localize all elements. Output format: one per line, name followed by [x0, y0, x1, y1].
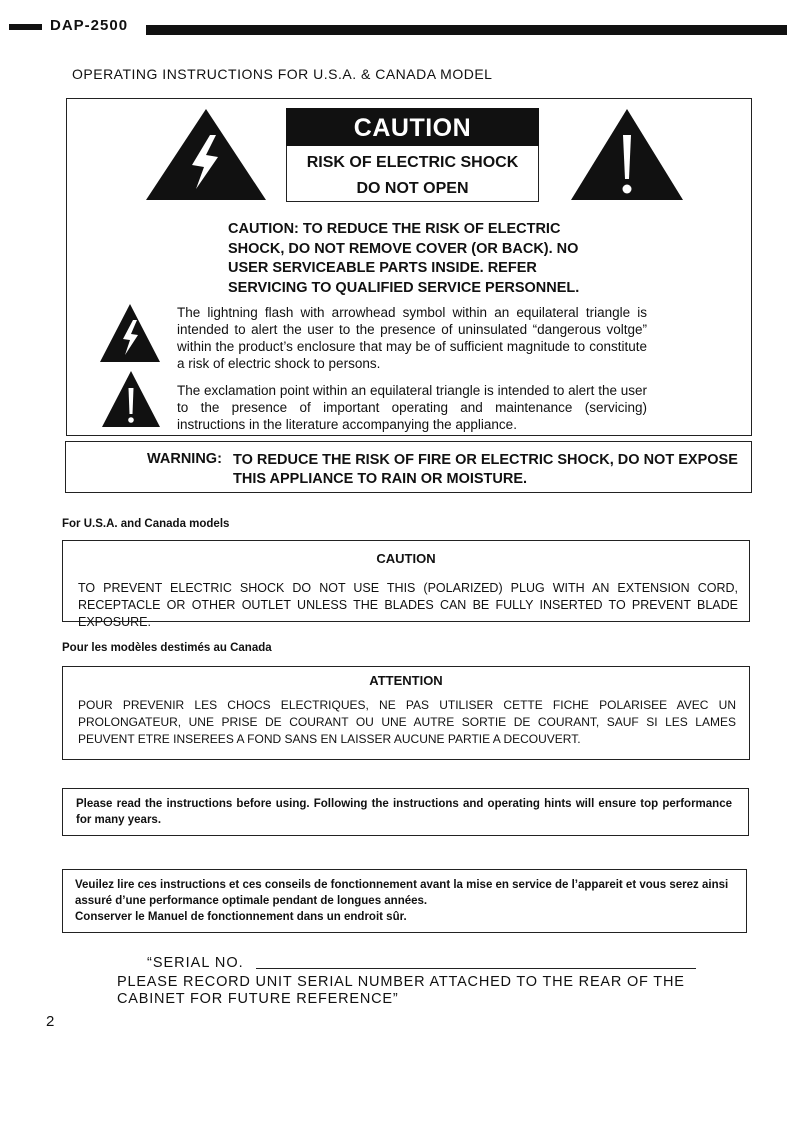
canada-section-label: Pour les modèles destimés au Canada [62, 642, 272, 654]
caution-statement: CAUTION: TO REDUCE THE RISK OF ELECTRIC SHOCK, DO NOT REMOVE COVER (OR BACK). NO USER SERVICEABLE PARTS INSIDE. REFER SERVICING TO QUALIFIED SERVICE PERSONNEL. [228, 221, 580, 296]
usa-caution-text: TO PREVENT ELECTRIC SHOCK DO NOT USE THIS (POLARIZED) PLUG WITH AN EXTENSION CORD, RECEPTACLE OR OTHER OUTLET UNLESS THE BLADES CAN BE FULLY INSERTED TO PREVENT BLADE EXPOSURE. [78, 581, 738, 629]
exclamation-symbol-icon [101, 370, 161, 428]
canada-attention-text: POUR PREVENIR LES CHOCS ELECTRIQUES, NE PAS UTILISER CETTE FICHE POLARISEE AVEC UN PROLONGATEUR, UNE PRISE DE COURANT OU UNE AUTRE SORTIE DE COURANT, SAUF SI LES LAMES PEUVENT ETRE INSEREES A FOND SANS EN LAISSER AUCUNE PARTIE A DECOUVERT. [78, 698, 736, 746]
warning-text: TO REDUCE THE RISK OF FIRE OR ELECTRIC SHOCK, DO NOT EXPOSE THIS APPLIANCE TO RAIN OR MOISTURE. [233, 452, 738, 487]
lightning-warning-icon [144, 107, 268, 202]
french-notice-line2: Conserver le Manuel de fonctionnement dans un endroit sûr. [75, 911, 407, 923]
french-notice [75, 877, 735, 925]
lightning-symbol-icon [99, 303, 161, 363]
caution-heading: CAUTION [286, 108, 539, 146]
risk-of-shock-label: RISK OF ELECTRIC SHOCK [306, 154, 519, 171]
warning-label: WARNING: [147, 451, 222, 467]
read-notice-text: Please read the instructions before using. Following the instructions and operating hints will ensure top performance for many years. [76, 798, 732, 826]
model-title: DAP-2500 [50, 17, 129, 34]
canada-attention-heading: ATTENTION [369, 673, 443, 688]
french-notice-line1: Veuilez lire ces instructions et ces conseils de fonctionnement avant la mise en service de l’appareit et vous serez ainsi assuré d’une performance optimale pendant de longues années. [75, 879, 729, 907]
serial-number-label: “SERIAL NO. [147, 955, 244, 971]
operating-instructions-title: OPERATING INSTRUCTIONS FOR U.S.A. & CANADA MODEL [72, 66, 493, 82]
usa-caution-heading: CAUTION [376, 551, 436, 566]
header-bar-left [9, 24, 42, 30]
usa-section-label: For U.S.A. and Canada models [62, 518, 230, 530]
serial-number-instruction: PLEASE RECORD UNIT SERIAL NUMBER ATTACHED TO THE REAR OF THE CABINET FOR FUTURE REFERENCE” [117, 974, 685, 1007]
serial-number-line [256, 968, 696, 969]
header-bar-right [146, 25, 787, 35]
do-not-open-label: DO NOT OPEN [356, 180, 469, 197]
exclamation-warning-icon [569, 107, 685, 202]
lightning-symbol-description: The lightning flash with arrowhead symbol within an equilateral triangle is intended to alert the user to the presence of uninsulated “dangerous voltge” within the product’s enclosure that may be of sufficient magnitude to constitute a risk of electric shock to persons. [177, 305, 647, 371]
exclamation-symbol-description: The exclamation point within an equilateral triangle is intended to alert the user to the presence of important operating and maintenance (servicing) instructions in the literature accompanying the appliance. [177, 383, 647, 432]
page-number: 2 [46, 1013, 55, 1030]
